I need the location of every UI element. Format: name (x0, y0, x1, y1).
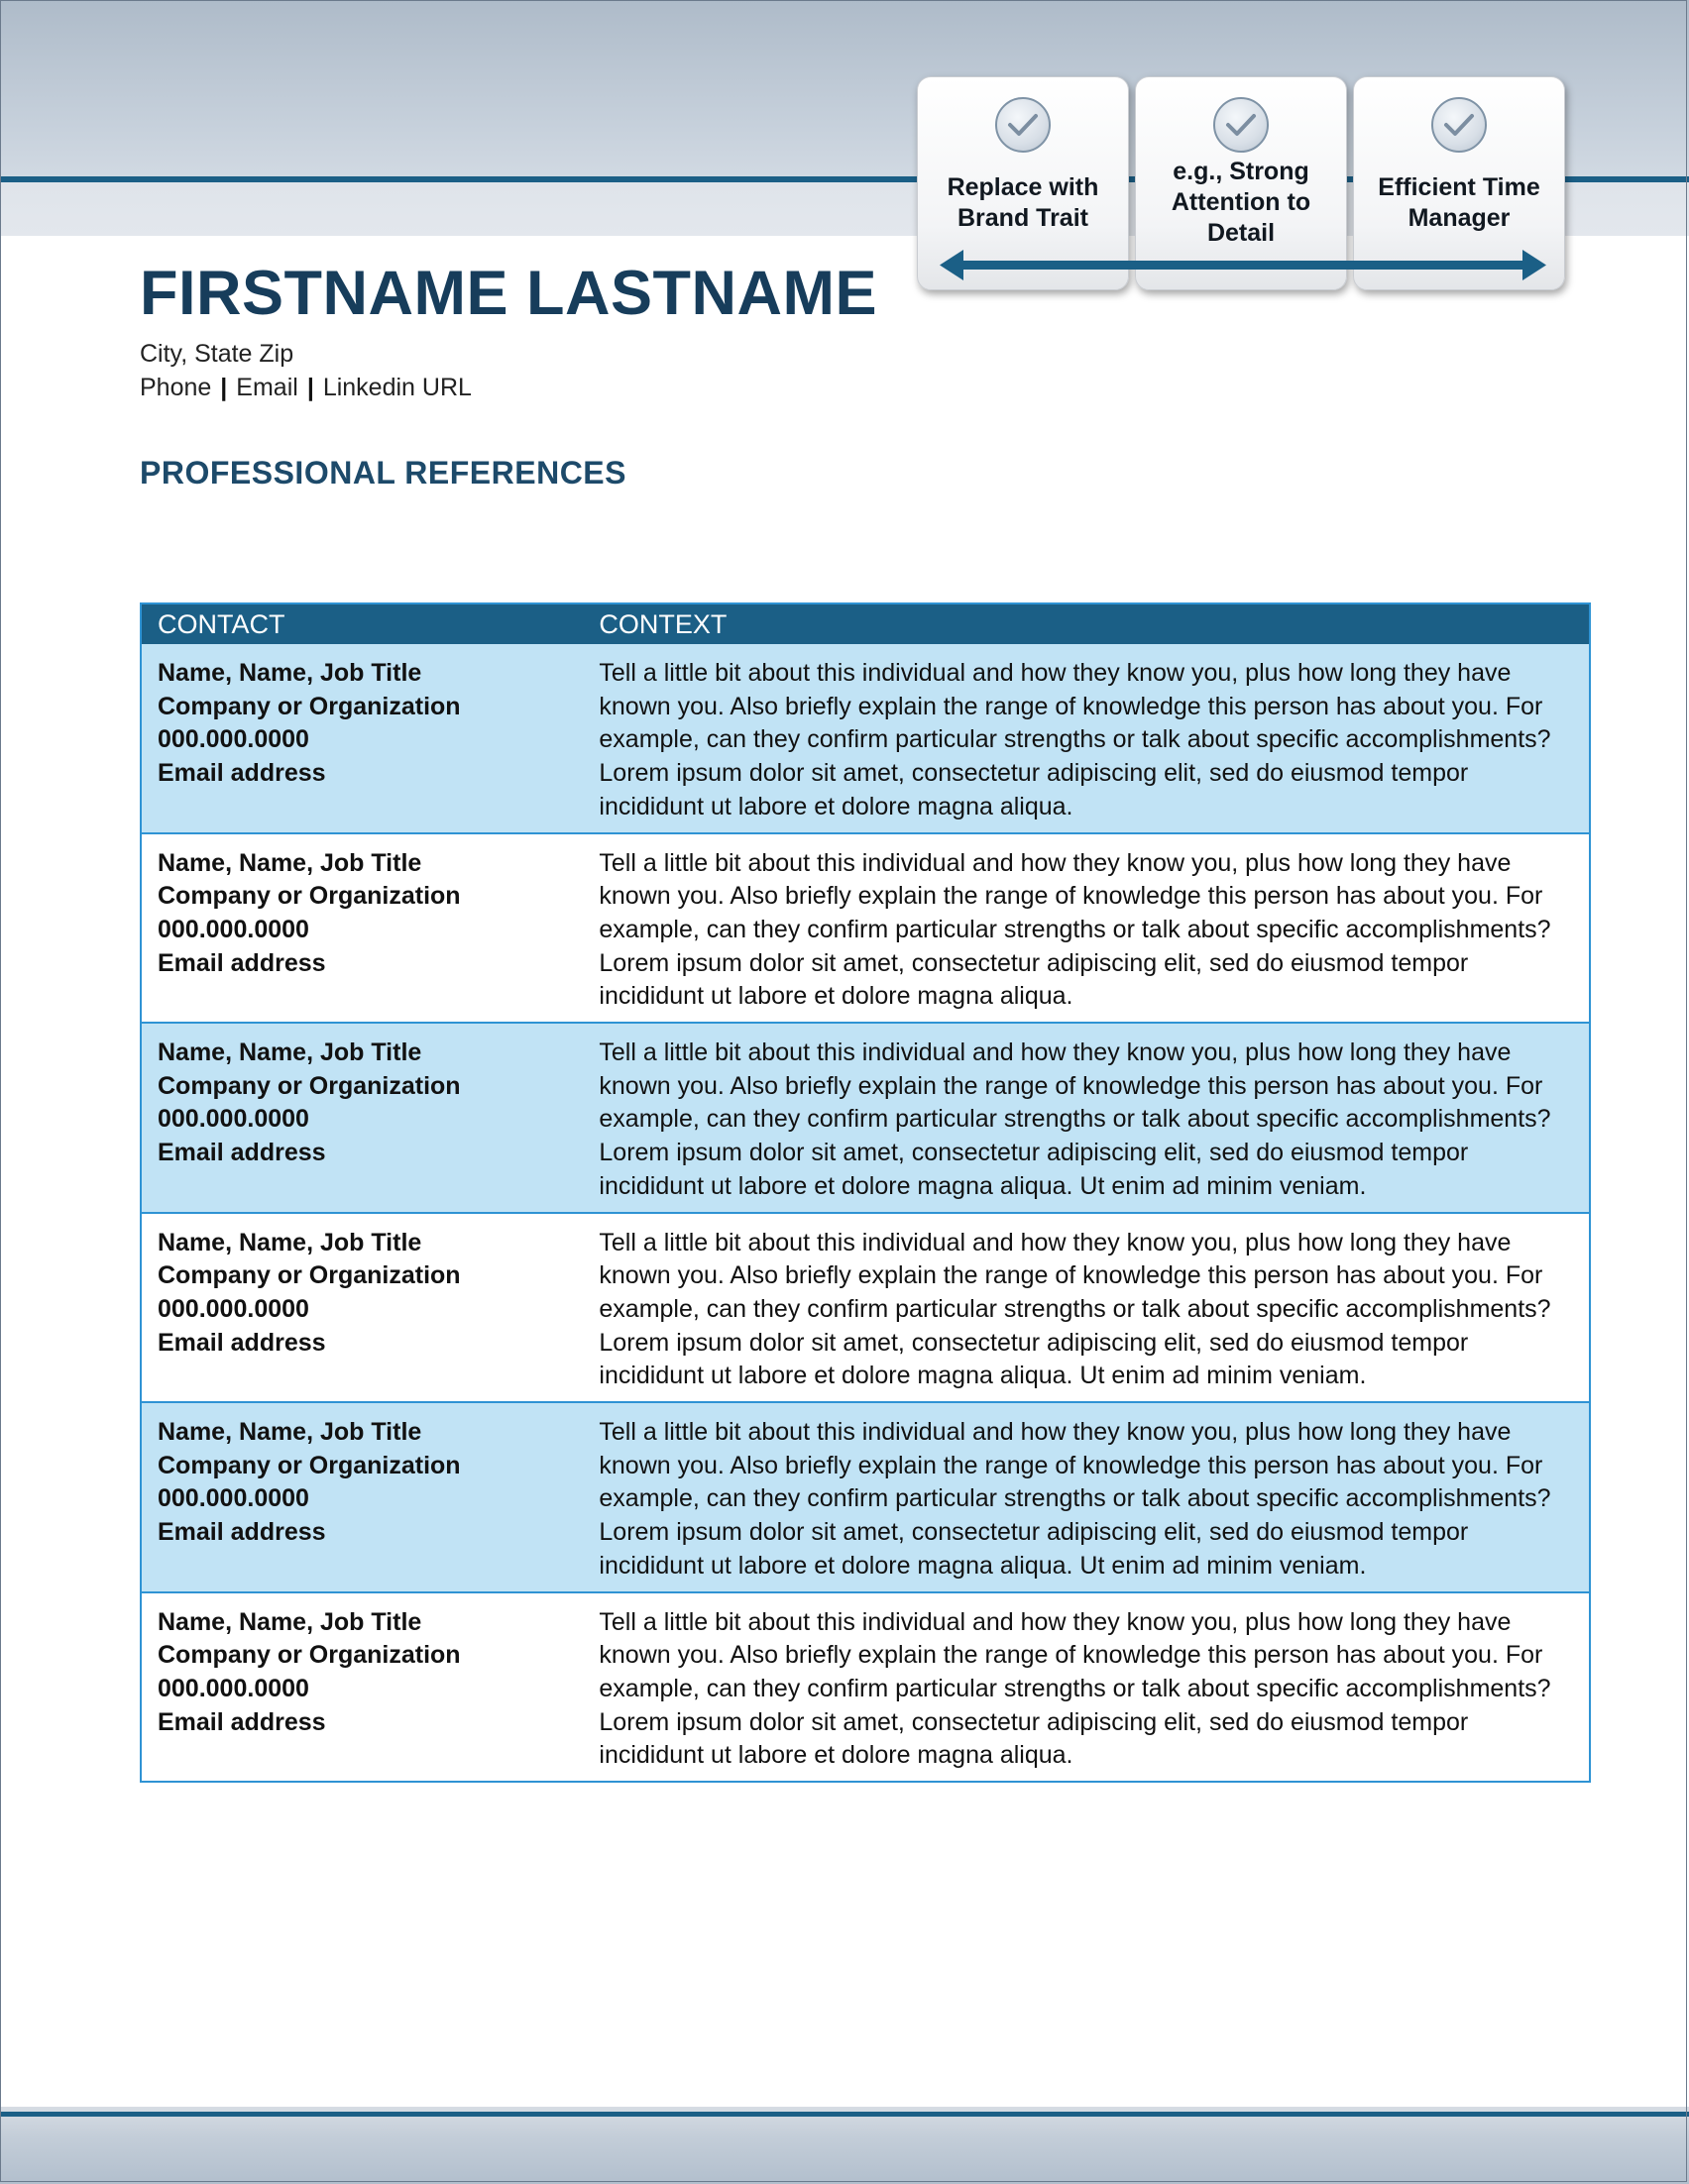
footer-band (0, 2107, 1689, 2184)
reference-context: Tell a little bit about this individual and how they know you, plus how long they have known you. Also briefly explain the range of knowledge this person has about you. For example, can they confirm particular strengths or talk about specific accomplishments? Lorem ipsum dolor sit amet, consectetur adipiscing elit, sed do eiusmod tempor incididunt ut labore et dolore magna aliqua. (599, 1607, 1551, 1770)
reference-context: Tell a little bit about this individual and how they know you, plus how long they have known you. Also briefly explain the range of knowledge this person has about you. For example, can they confirm particular strengths or talk about specific accomplishments? Lorem ipsum dolor sit amet, consectetur adipiscing elit, sed do eiusmod tempor incididunt ut labore et dolore magna aliqua. Ut enim ad minim veniam. (599, 1418, 1551, 1580)
trait-label: Efficient Time Manager (1378, 173, 1540, 232)
table-row (142, 1401, 1589, 1591)
reference-company: Company or Organization (158, 692, 461, 720)
table-row (142, 1212, 1589, 1402)
reference-phone: 000.000.0000 (158, 1484, 309, 1513)
reference-name: Name, Name, Job Title (158, 659, 422, 687)
reference-email: Email address (158, 1707, 326, 1736)
reference-email: Email address (158, 1139, 326, 1167)
reference-name: Name, Name, Job Title (158, 1418, 422, 1447)
reference-company: Company or Organization (158, 1261, 461, 1290)
reference-email: Email address (158, 948, 326, 977)
contact-cell (142, 1214, 599, 1402)
linkedin-label: Linkedin URL (322, 374, 472, 401)
reference-company: Company or Organization (158, 1641, 461, 1670)
trait-label: e.g., Strong Attention to Detail (1171, 158, 1311, 247)
reference-email: Email address (158, 759, 326, 788)
table-row (142, 1591, 1589, 1782)
reference-company: Company or Organization (158, 1071, 461, 1100)
check-circle-icon (1431, 97, 1487, 153)
contact-cell (142, 644, 599, 832)
phone-label: Phone (140, 374, 212, 401)
reference-company: Company or Organization (158, 882, 461, 911)
separator: | (306, 374, 314, 401)
context-cell (599, 644, 1589, 832)
location: City, State Zip (140, 340, 294, 368)
reference-phone: 000.000.0000 (158, 1105, 309, 1134)
context-cell (599, 1214, 1589, 1402)
table-row (142, 1022, 1589, 1212)
check-circle-icon (995, 97, 1051, 153)
contact-cell (142, 1593, 599, 1782)
footer-rule (0, 2112, 1689, 2117)
section-title: PROFESSIONAL REFERENCES (140, 455, 626, 491)
reference-name: Name, Name, Job Title (158, 1228, 422, 1256)
contact-cell (142, 834, 599, 1023)
reference-phone: 000.000.0000 (158, 915, 309, 943)
separator: | (220, 374, 228, 401)
reference-phone: 000.000.0000 (158, 1294, 309, 1323)
reference-name: Name, Name, Job Title (158, 848, 422, 877)
table-header (142, 604, 1589, 644)
double-arrow-icon (940, 248, 1546, 283)
reference-name: Name, Name, Job Title (158, 1607, 422, 1636)
header-context: CONTEXT (599, 609, 728, 639)
contact-cell (142, 1024, 599, 1212)
contact-line (140, 374, 472, 402)
contact-cell (142, 1403, 599, 1591)
table-row (142, 832, 1589, 1023)
reference-email: Email address (158, 1518, 326, 1547)
context-cell (599, 1593, 1589, 1782)
reference-company: Company or Organization (158, 1451, 461, 1479)
context-cell (599, 1403, 1589, 1591)
context-cell (599, 834, 1589, 1023)
table-row (142, 644, 1589, 832)
reference-context: Tell a little bit about this individual and how they know you, plus how long they have known you. Also briefly explain the range of knowledge this person has about you. For example, can they confirm particular strengths or talk about specific accomplishments? Lorem ipsum dolor sit amet, consectetur adipiscing elit, sed do eiusmod tempor incididunt ut labore et dolore magna aliqua. Ut enim ad minim veniam. (599, 1038, 1551, 1200)
reference-context: Tell a little bit about this individual and how they know you, plus how long they have known you. Also briefly explain the range of knowledge this person has about you. For example, can they confirm particular strengths or talk about specific accomplishments? Lorem ipsum dolor sit amet, consectetur adipiscing elit, sed do eiusmod tempor incididunt ut labore et dolore magna aliqua. (599, 848, 1551, 1011)
reference-context: Tell a little bit about this individual and how they know you, plus how long they have known you. Also briefly explain the range of knowledge this person has about you. For example, can they confirm particular strengths or talk about specific accomplishments? Lorem ipsum dolor sit amet, consectetur adipiscing elit, sed do eiusmod tempor incididunt ut labore et dolore magna aliqua. (599, 659, 1551, 820)
reference-name: Name, Name, Job Title (158, 1038, 422, 1067)
reference-context: Tell a little bit about this individual and how they know you, plus how long they have known you. Also briefly explain the range of knowledge this person has about you. For example, can they confirm particular strengths or talk about specific accomplishments? Lorem ipsum dolor sit amet, consectetur adipiscing elit, sed do eiusmod tempor incididunt ut labore et dolore magna aliqua. Ut enim ad minim veniam. (599, 1228, 1551, 1390)
reference-phone: 000.000.0000 (158, 725, 309, 754)
candidate-name: FIRSTNAME LASTNAME (140, 259, 877, 328)
trait-label: Replace with Brand Trait (947, 173, 1099, 232)
header-contact: CONTACT (158, 609, 285, 639)
references-table (140, 602, 1591, 1783)
context-cell (599, 1024, 1589, 1212)
email-label: Email (236, 374, 298, 401)
check-circle-icon (1213, 97, 1269, 153)
reference-email: Email address (158, 1328, 326, 1357)
reference-phone: 000.000.0000 (158, 1674, 309, 1702)
